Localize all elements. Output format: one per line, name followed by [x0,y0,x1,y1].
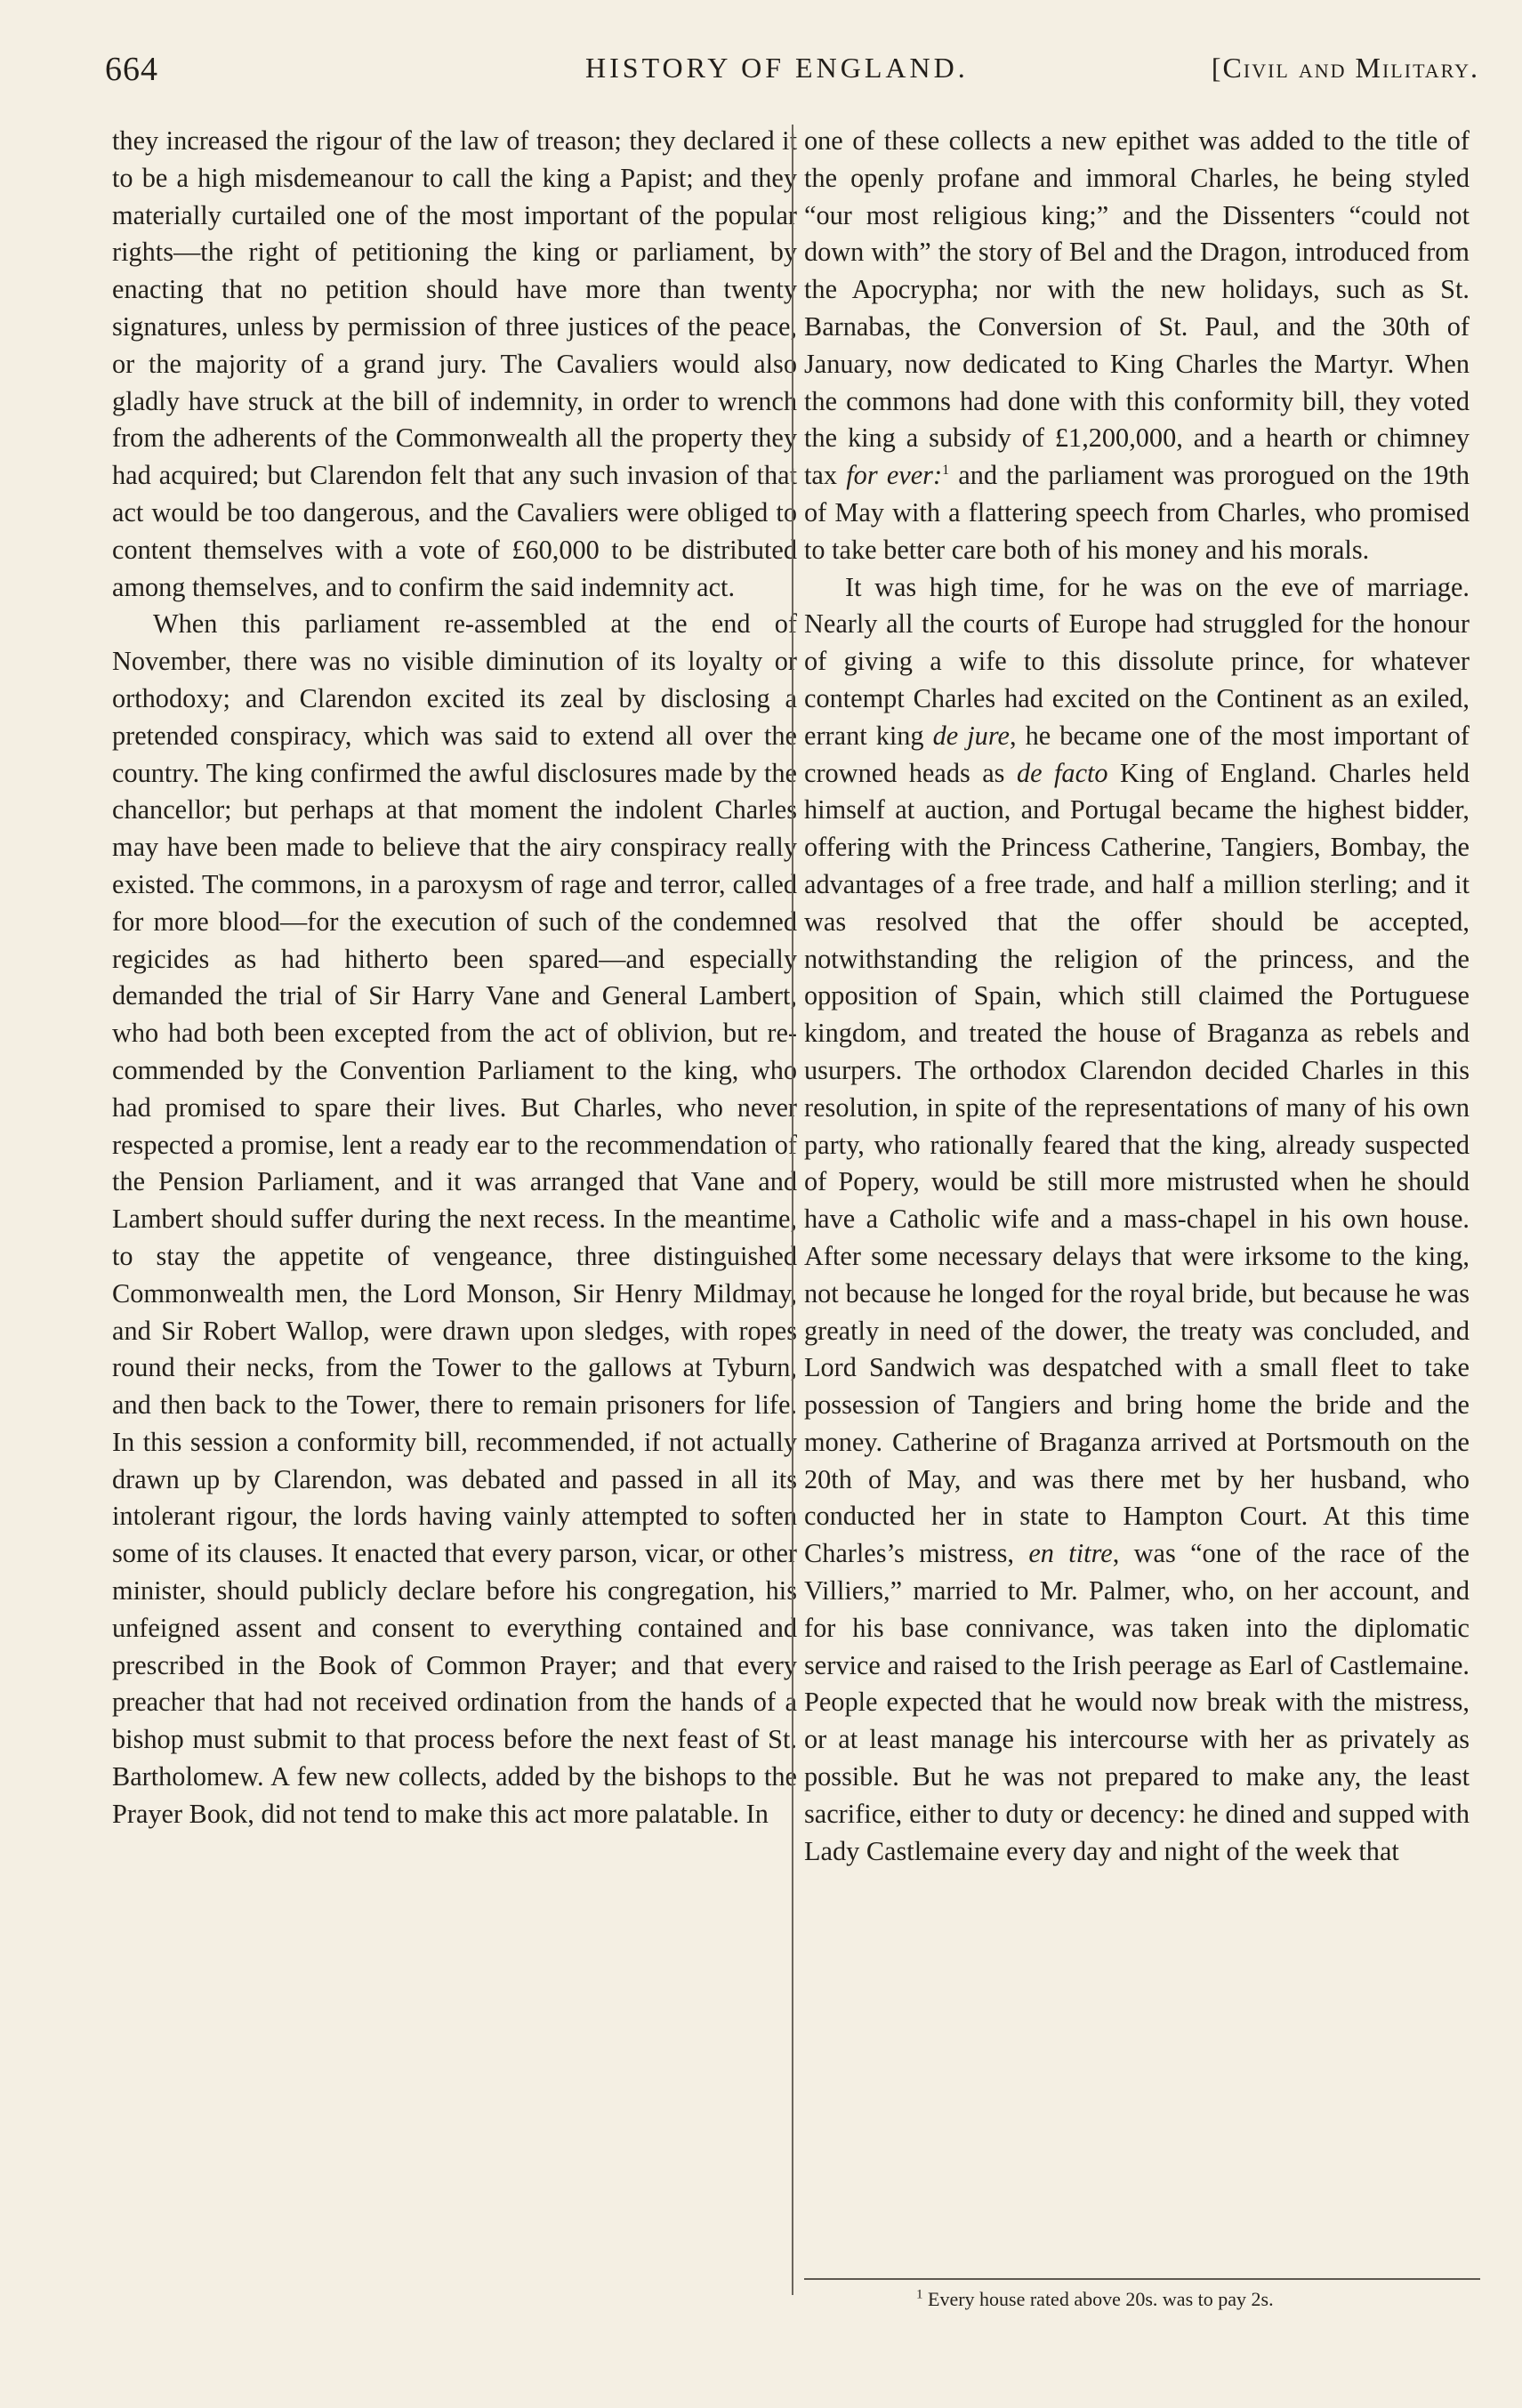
left-paragraph-2: When this parliament re-assembled at the end of November, there was no visible diminution of its loyalty or orthodoxy; and Clarendon excited its zeal by disclosing a pretended conspiracy, which was said to extend all over the country. The king confirmed the awful disclosures made by the chancellor; but perhaps at that moment the indolent Charles may have been made to believe that the airy conspiracy really existed. The commons, in a paroxysm of rage and terror, called for more blood—for the execution of such of the condemned regicides as had hitherto been spared—and especially demanded the trial of Sir Harry Vane and General Lambert, who had both been excepted from the act of oblivion, but recommended by the Convention Parliament to the king, who had promised to spare their lives. But Charles, who never respected a promise, lent a ready ear to the recommendation of the Pension Parliament, and it was arranged that Vane and Lambert should suffer during the next recess. In the meantime, to stay the appetite of vengeance, three distinguished Commonwealth men, the Lord Monson, Sir Henry Mildmay, and Sir Robert Wallop, were drawn upon sledges, with ropes round their necks, from the Tower to the gallows at Tyburn, and then back to the Tower, there to remain prisoners for life. In this session a conformity bill, recommended, if not actually drawn up by Clarendon, was debated and passed in all its intolerant rigour, the lords having vainly attempted to soften some of its clauses. It enacted that every parson, vicar, or other minister, should publicly declare before his congregation, his unfeigned assent and consent to everything contained and prescribed in the Book of Common Prayer; and that every preacher that had not received ordination from the hands of a bishop must submit to that process before the next feast of St. Bartholomew. A few new collects, added by the bishops to the Prayer Book, did not tend to make this act more palatable. In [112,608,797,1829]
right-p1-text-a: one of these collects a new epithet was added to the title of the openly profane and immoral Charles, he being styled “our most religious king;” and the Dissenters “could not down with” the story of Bel and the Dragon, introduced from the Apocrypha; nor with the new holidays, such as St. Barnabas, the Conversion of St. Paul, and the 30th of January, now dedicated to King Charles the Martyr. When the commons had done with this conformity bill, they voted the king a subsidy of £1,200,000, and a hearth or chimney tax [804,125,1470,491]
right-p2-text-a: It was high time, for he was on the eve of marriage. Nearly all the courts of Europe had struggled for the honour of giving a wife to this dissolute prince, for whatever contempt Charles had excited on the Continent as an exiled, errant king [804,571,1470,751]
footnote-text: Every house rated above 20s. was to pay 2s. [922,2288,1274,2310]
running-title: HISTORY OF ENGLAND. [585,52,969,84]
right-p2-italic-1: de jure [932,720,1010,751]
section-title: [Civil and Military. [1211,52,1479,84]
left-paragraph-1: they increased the rigour of the law of treason; they declared it to be a high misdemeanour to call the king a Papist; and they materially curtailed one of the most important of the popular rights—the right of petitioning the king or parliament, by enacting that no petition should have more than twenty signatures, unless by permission of three justices of the peace, or the majority of a grand jury. The Cavaliers would also gladly have struck at the bill of indemnity, in order to wrench from the adherents of the Commonwealth all the property they had acquired; but Clarendon felt that any such invasion of that act would be too dangerous, and the Cavaliers were obliged to content themselves with a vote of £60,000 to be distributed among themselves, and to confirm the said indemnity act. [112,125,797,602]
right-column [804,123,1470,1870]
right-paragraph-1 [804,123,1470,569]
right-p1-text-b: and the parliament was prorogued on the 19th of May with a flattering speech from Charles, who promised to take better care both of his money and his morals. [804,460,1470,565]
footnote [916,2286,1274,2313]
right-paragraph-2 [804,569,1470,1871]
page-number: 664 [105,51,158,88]
right-p2-text-b: , he became one of the most important of crowned heads as [804,720,1470,788]
column-divider [792,125,793,2295]
running-header [105,50,1479,96]
footnote-reference: 1 [942,463,950,479]
right-p2-italic-2: de facto [1016,757,1108,788]
footnote-rule [804,2278,1480,2280]
right-p2-text-c: King of England. Charles held himself at auction, and Portugal became the highest bidder, offering with the Princess Catherine, Tangiers, Bombay, the advantages of a free trade, and half a million sterling; and it was resolved that the offer should be accepted, notwithstanding the religion of the princess, and the opposition of Spain, which still claimed the Portuguese kingdom, and treated the house of Braganza as rebels and usurpers. The orthodox Clarendon decided Charles in this resolution, in spite of the representations of many of his own party, who rationally feared that the king, already suspected of Popery, would be still more mistrusted when he should have a Catholic wife and a mass-chapel in his own house. After some necessary delays that were irksome to the king, not because he longed for the royal bride, but because he was greatly in need of the dower, the treaty was concluded, and Lord Sandwich was despatched with a small fleet to take possession of Tangiers and bring home the bride and the money. Catherine of Braganza arrived at Portsmouth on the 20th of May, and was there met by her husband, who conducted her in state to Hampton Court. At this time Charles’s mistress, [804,757,1470,1569]
footnote-marker: 1 [916,2287,923,2302]
left-column [112,123,797,1833]
right-p2-text-d: , was “one of the race of the Villiers,” married to Mr. Palmer, who, on her account, and for his base connivance, was taken into the diplomatic service and raised to the Irish peerage as Earl of Castlemaine. People expected that he would now break with the mistress, or at least manage his intercourse with her as privately as possible. But he was not prepared to make any, the least sacrifice, either to duty or decency: he dined and supped with Lady Castlemaine every day and night of the week that [804,1538,1470,1866]
right-p2-italic-3: en titre [1028,1538,1113,1569]
right-p1-italic: for ever: [846,460,943,491]
